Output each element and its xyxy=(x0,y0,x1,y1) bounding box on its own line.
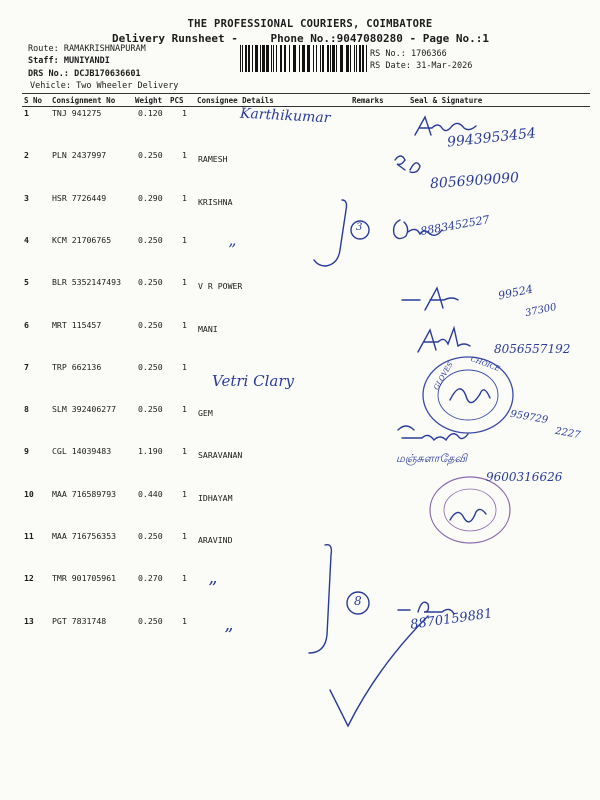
row-weight: 0.250 xyxy=(138,404,163,414)
row-weight: 0.250 xyxy=(138,616,163,626)
row-pcs: 1 xyxy=(182,193,187,203)
col-sno: S No xyxy=(24,96,43,105)
hand-phone-5a: 99524 xyxy=(497,282,534,303)
row-consignment: MAA 716756353 xyxy=(52,531,117,541)
page-number: - Page No.:1 xyxy=(409,32,490,45)
rs-date-line xyxy=(370,61,472,71)
route-line xyxy=(28,44,146,54)
signature-7 xyxy=(450,389,490,403)
row-consignment: MRT 115457 xyxy=(52,320,102,330)
col-pcs: PCS xyxy=(170,96,184,105)
drs-line xyxy=(28,69,141,79)
header-bottom-rule xyxy=(22,106,590,107)
row-sno: 6 xyxy=(24,320,29,330)
signature-8 xyxy=(398,426,468,440)
vehicle-value: Two Wheeler Delivery xyxy=(76,81,179,91)
row-consignee: SARAVANAN xyxy=(198,450,243,460)
row-consignment: SLM 392406277 xyxy=(52,404,117,414)
row-consignment: KCM 21706765 xyxy=(52,235,112,245)
row-consignee: RAMESH xyxy=(198,154,228,164)
row-weight: 0.250 xyxy=(138,235,163,245)
row-pcs: 1 xyxy=(182,362,187,372)
row-weight: 0.250 xyxy=(138,150,163,160)
rs-number-label: RS No.: xyxy=(370,49,406,59)
row-sno: 10 xyxy=(24,489,34,499)
row-pcs: 1 xyxy=(182,404,187,414)
route-value: RAMAKRISHNAPURAM xyxy=(63,44,146,54)
hand-circle-8: 8 xyxy=(354,594,362,608)
signature-5 xyxy=(402,288,458,310)
row-consignee: GEM xyxy=(198,408,213,418)
row-weight: 0.440 xyxy=(138,489,163,499)
hand-phone-2: 8056909090 xyxy=(429,169,520,193)
row-pcs: 1 xyxy=(182,277,187,287)
row-sno: 1 xyxy=(24,108,29,118)
row-consignment: PGT 7831748 xyxy=(52,616,107,626)
row-consignment: TMR 901705961 xyxy=(52,573,117,583)
rs-date-value: 31-Mar-2026 xyxy=(416,61,473,71)
runsheet-title-prefix: Delivery Runsheet - xyxy=(112,32,245,45)
row-weight: 0.250 xyxy=(138,277,163,287)
hand-phone-5b: 37300 xyxy=(524,301,558,320)
row-sno: 8 xyxy=(24,404,29,414)
hand-ditto-13: ” xyxy=(224,625,234,646)
row-sno: 13 xyxy=(24,616,34,626)
hand-phone-13: 8870159881 xyxy=(409,606,494,633)
row-weight: 0.120 xyxy=(138,108,163,118)
row-weight: 0.290 xyxy=(138,193,163,203)
row-pcs: 1 xyxy=(182,531,187,541)
hand-ditto-12: ” xyxy=(208,578,218,599)
hand-phone-6: 8056557192 xyxy=(494,342,571,356)
row-sno: 2 xyxy=(24,150,29,160)
row-consignee: V R POWER xyxy=(198,281,243,291)
row-weight: 0.270 xyxy=(138,573,163,583)
vehicle-line xyxy=(30,81,178,91)
runsheet-phone: Phone No.:9047080280 xyxy=(270,32,403,45)
col-seal: Seal & Signature xyxy=(410,96,483,105)
check-mark xyxy=(330,616,428,726)
row-pcs: 1 xyxy=(182,489,187,499)
row-consignment: TRP 662136 xyxy=(52,362,102,372)
row-pcs: 1 xyxy=(182,320,187,330)
row-consignment: BLR 5352147493 xyxy=(52,277,122,287)
row-consignment: MAA 716589793 xyxy=(52,489,117,499)
row-sno: 3 xyxy=(24,193,29,203)
signature-6 xyxy=(418,328,470,352)
vehicle-label: Vehicle: xyxy=(30,81,71,91)
row-consignee: KRISHNA xyxy=(198,197,233,207)
row-consignment: HSR 7726449 xyxy=(52,193,107,203)
hand-consignee-7: Vetri Clary xyxy=(212,372,294,390)
signature-2 xyxy=(395,156,420,172)
barcode xyxy=(240,45,368,72)
row-consignee: IDHAYAM xyxy=(198,493,233,503)
staff-label: Staff: xyxy=(28,56,59,66)
hand-ditto-4: ” xyxy=(228,240,237,259)
row-weight: 1.190 xyxy=(138,446,163,456)
hand-consignee-1: Karthikumar xyxy=(239,105,331,127)
rs-date-label: RS Date: xyxy=(370,61,411,71)
row-pcs: 1 xyxy=(182,446,187,456)
col-consignee: Consignee Details xyxy=(197,96,274,105)
col-remarks: Remarks xyxy=(352,96,384,105)
hand-circle-3: 3 xyxy=(356,222,363,233)
row-consignee: ARAVIND xyxy=(198,535,233,545)
row-sno: 5 xyxy=(24,277,29,287)
row-consignment: PLN 2437997 xyxy=(52,150,107,160)
staff-value: MUNIYANDI xyxy=(63,56,110,66)
rs-number-value: 1706366 xyxy=(410,49,447,59)
bracket-mark-1 xyxy=(314,200,347,266)
row-weight: 0.250 xyxy=(138,531,163,541)
staff-line xyxy=(28,56,110,66)
row-pcs: 1 xyxy=(182,150,187,160)
runsheet-title xyxy=(112,32,489,45)
hand-phone-8a: 959729 xyxy=(509,408,549,427)
row-weight: 0.250 xyxy=(138,362,163,372)
header-top-rule xyxy=(22,93,590,94)
row-sno: 12 xyxy=(24,573,34,583)
signature-10 xyxy=(450,509,486,521)
stamp-text-a: GLOVES xyxy=(432,360,455,392)
hand-name-9: மஞ்சுளாதேவி xyxy=(396,452,468,465)
seal-stamp-2 xyxy=(430,477,510,543)
row-pcs: 1 xyxy=(182,235,187,245)
rs-number-line xyxy=(370,49,447,59)
row-weight: 0.250 xyxy=(138,320,163,330)
row-sno: 9 xyxy=(24,446,29,456)
hand-phone-1: 9943953454 xyxy=(446,125,537,151)
row-pcs: 1 xyxy=(182,573,187,583)
company-title: THE PROFESSIONAL COURIERS, COIMBATORE xyxy=(187,18,433,30)
drs-label: DRS No.: xyxy=(28,69,69,79)
row-sno: 4 xyxy=(24,235,29,245)
row-consignee: MANI xyxy=(198,324,218,334)
route-label: Route: xyxy=(28,44,59,54)
bracket-mark-2 xyxy=(309,545,331,653)
row-sno: 11 xyxy=(24,531,34,541)
stamp-text-b: CHOICE xyxy=(469,355,501,373)
row-sno: 7 xyxy=(24,362,29,372)
hand-phone-8b: 2227 xyxy=(554,425,582,442)
row-pcs: 1 xyxy=(182,108,187,118)
row-consignment: CGL 14039483 xyxy=(52,446,112,456)
col-weight: Weight xyxy=(135,96,163,105)
row-consignment: TNJ 941275 xyxy=(52,108,102,118)
col-consignment: Consignment No xyxy=(52,96,116,105)
row-pcs: 1 xyxy=(182,616,187,626)
drs-value: DCJB170636601 xyxy=(74,69,141,79)
hand-phone-4: 8883452527 xyxy=(419,213,491,238)
hand-phone-9: 9600316626 xyxy=(486,470,563,484)
